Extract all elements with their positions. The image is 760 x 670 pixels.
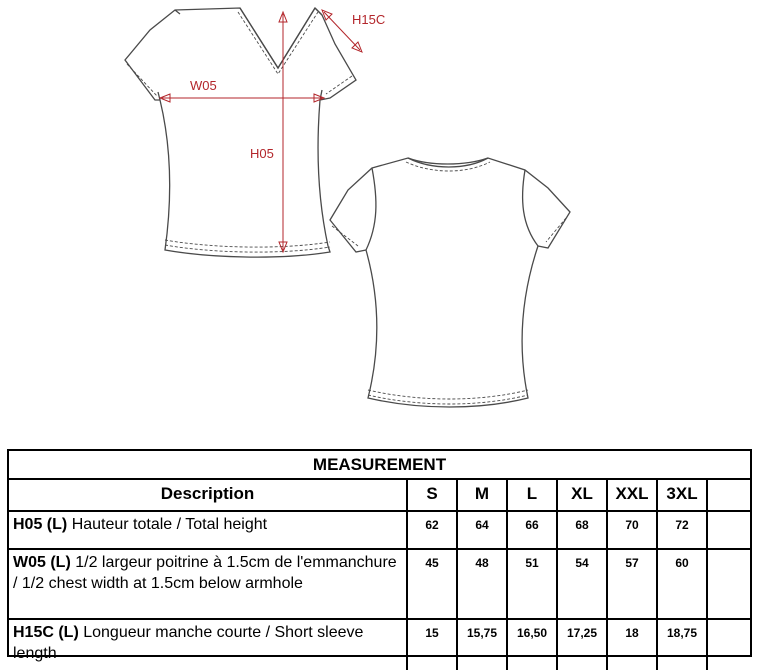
table-cell: 72: [657, 511, 707, 549]
h15c-label: H15C: [352, 12, 386, 27]
table-cell: 45: [407, 549, 457, 619]
table-cell: 60: [657, 549, 707, 619]
measure-code: W05 (L): [13, 554, 71, 571]
size-header: 3XL: [657, 478, 707, 511]
row-description: [9, 619, 407, 670]
measure-code: H15C (L): [13, 624, 79, 641]
table-cell: 17,25: [557, 619, 607, 670]
measure-text: Hauteur totale / Total height: [71, 516, 268, 533]
size-chart-table: [7, 449, 752, 662]
table-title: MEASUREMENT: [9, 451, 750, 480]
measure-code: H05 (L): [13, 516, 68, 533]
table-cell: 54: [557, 549, 607, 619]
table-cell: [707, 549, 750, 619]
table-cell: 48: [457, 549, 507, 619]
size-header: [707, 478, 750, 511]
table-cell: 70: [607, 511, 657, 549]
table-row: [9, 549, 750, 619]
table-cell: [707, 511, 750, 549]
table-cell: 51: [507, 549, 557, 619]
table-cell: 15: [407, 619, 457, 670]
table-row: [9, 511, 750, 549]
table-cell: 66: [507, 511, 557, 549]
dimension-lines: [160, 10, 362, 252]
size-header: S: [407, 478, 457, 511]
row-description: [9, 549, 407, 619]
table-cell: 64: [457, 511, 507, 549]
row-description: [9, 511, 407, 549]
front-view-shirt: [125, 8, 356, 257]
size-header: L: [507, 478, 557, 511]
measure-text: Longueur manche courte / Short sleeve length: [13, 624, 364, 662]
table-cell: 68: [557, 511, 607, 549]
table-cell: 18: [607, 619, 657, 670]
measurement-grid: [9, 478, 750, 670]
description-header: Description: [9, 478, 407, 511]
back-view-shirt: [330, 158, 570, 407]
h05-label: H05: [250, 146, 274, 161]
table-cell: 16,50: [507, 619, 557, 670]
size-header: XL: [557, 478, 607, 511]
table-cell: 15,75: [457, 619, 507, 670]
table-row: [9, 619, 750, 670]
size-header: M: [457, 478, 507, 511]
table-cell: 62: [407, 511, 457, 549]
measure-text: 1/2 largeur poitrine à 1.5cm de l'emmanchure / 1/2 chest width at 1.5cm below armhole: [13, 554, 397, 592]
table-cell: 18,75: [657, 619, 707, 670]
table-cell: [707, 619, 750, 670]
size-header: XXL: [607, 478, 657, 511]
header-row: [9, 478, 750, 511]
table-cell: 57: [607, 549, 657, 619]
w05-label: W05: [190, 78, 217, 93]
